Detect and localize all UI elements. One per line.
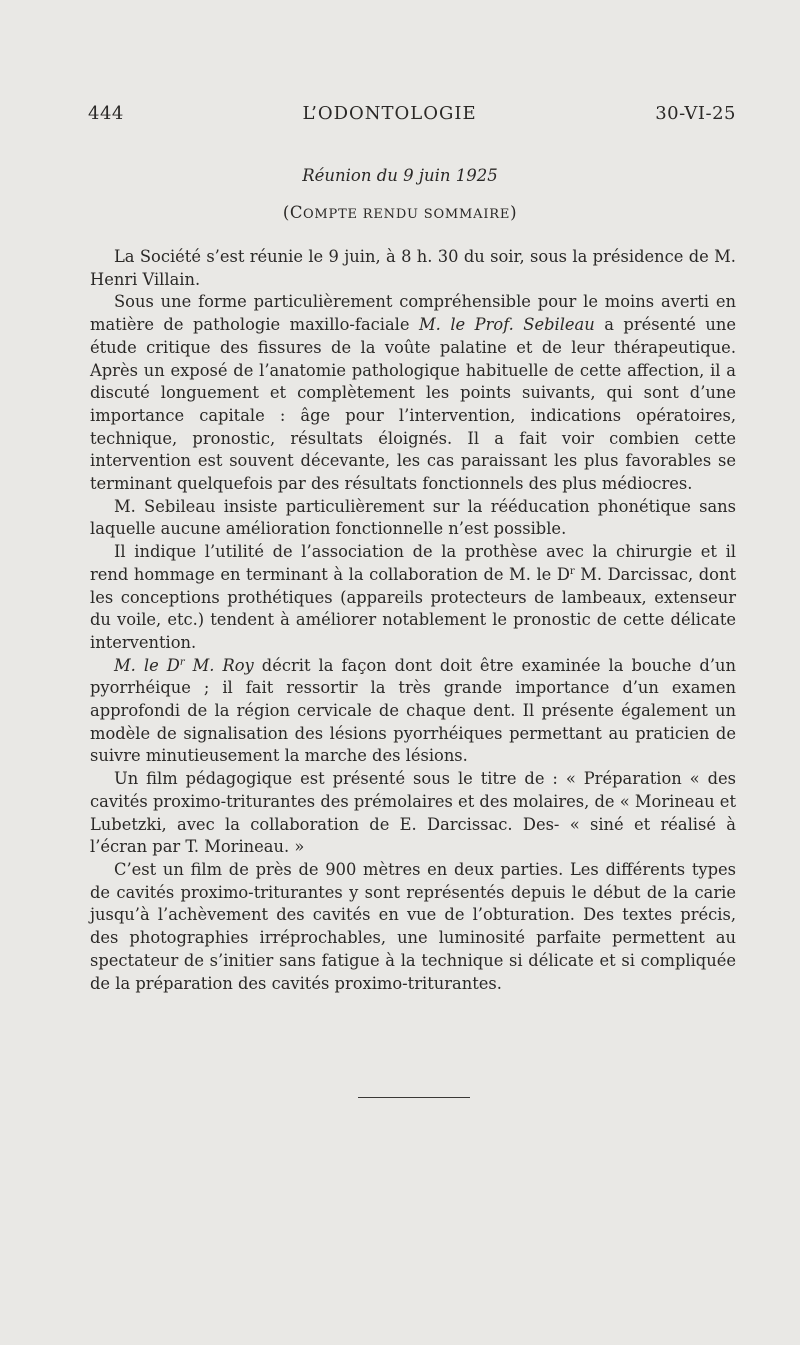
issue-date: 30-VI-25 bbox=[655, 103, 736, 124]
report-open: (C bbox=[282, 203, 303, 222]
paragraph-roy: M. le $D^r$ M. Roy décrit la façon dont doit être examinée la bouche d’un pyorrhéique ; il fait ressortir la très grande importance d’un examen approfondi de la région cervicale de chaque dent. Il présente également un modèle de signalisation des lésions pyorrhéiques permettant au praticien de suivre minutieusement la marche des lésions. bbox=[90, 655, 737, 766]
paragraph-opening: La Société s’est réunie le 9 juin, à 8 h. 30 du soir, sous la présidence de M. Henri Villain. bbox=[90, 247, 736, 289]
report-subtitle bbox=[0, 203, 800, 222]
speaker-name: M. le Prof. Sebileau bbox=[419, 315, 595, 335]
paragraph-reeducation: M. Sebileau insiste particulièrement sur la rééducation phonétique sans laquelle aucune amélioration fonctionnelle n’est possible. bbox=[90, 496, 736, 539]
speaker-name: M. le $D^r$ M. Roy bbox=[114, 655, 254, 675]
meeting-title: Réunion du 9 juin 1925 bbox=[302, 166, 498, 185]
section-divider bbox=[358, 1097, 470, 1098]
running-header bbox=[88, 103, 736, 124]
journal-title: L’ODONTOLOGIE bbox=[302, 103, 477, 124]
paragraph-prothese: Il indique l’utilité de l’association de la prothèse avec la chirurgie et il rend hommage en terminant à la collaboration de M. le $D^r$ M. Darcissac, dont les conceptions prothétiques (appareils protecteurs de lambeaux, extenseur du voile, etc.) tendent à améliorer notablement le pronostic de cette délicate intervention. bbox=[90, 542, 736, 652]
article-body bbox=[90, 246, 736, 995]
page-number: 444 bbox=[88, 103, 124, 124]
paragraph-film-title: Un film pédagogique est présenté sous le titre de : « Préparation « des cavités proximo-triturantes des prémolaires et des molaires, de « Morineau et Lubetzki, avec la collaboration de E. Darcissac. Des- « siné et réalisé à l’écran par T. Morineau. » bbox=[90, 769, 736, 857]
report-rest: OMPTE RENDU SOMMAIRE bbox=[302, 207, 511, 222]
paragraph-sebileau-presentation: Sous une forme particulièrement compréhensible pour le moins averti en matière de pathologie maxillo-faciale M. le Prof. Sebileau a présenté une étude critique des fissures de la voûte palatine et de leur thérapeutique. Après un exposé de l’anatomie pathologique habituelle de cette affection, il a discuté longuement et complètement les points suivants, qui sont d’une importance capitale : âge pour l’intervention, indications opératoires, technique, pronostic, résultats éloignés. Il a fait voir combien cette intervention est souvent décevante, les cas paraissant les plus favorables se terminant quelquefois par des résultats fonctionnels des plus médiocres. bbox=[90, 292, 736, 494]
paragraph-film-description: C’est un film de près de 900 mètres en deux parties. Les différents types de cavités proximo-triturantes y sont représentés depuis le début de la carie jusqu’à l’achèvement des cavités en vue de l’obturation. Des textes précis, des photographies irréprochables, une luminosité parfaite permettent au spectateur de s’initier sans fatigue à la technique si délicate et si compliquée de la préparation des cavités proximo-triturantes. bbox=[90, 859, 736, 993]
report-close: ) bbox=[510, 203, 518, 222]
